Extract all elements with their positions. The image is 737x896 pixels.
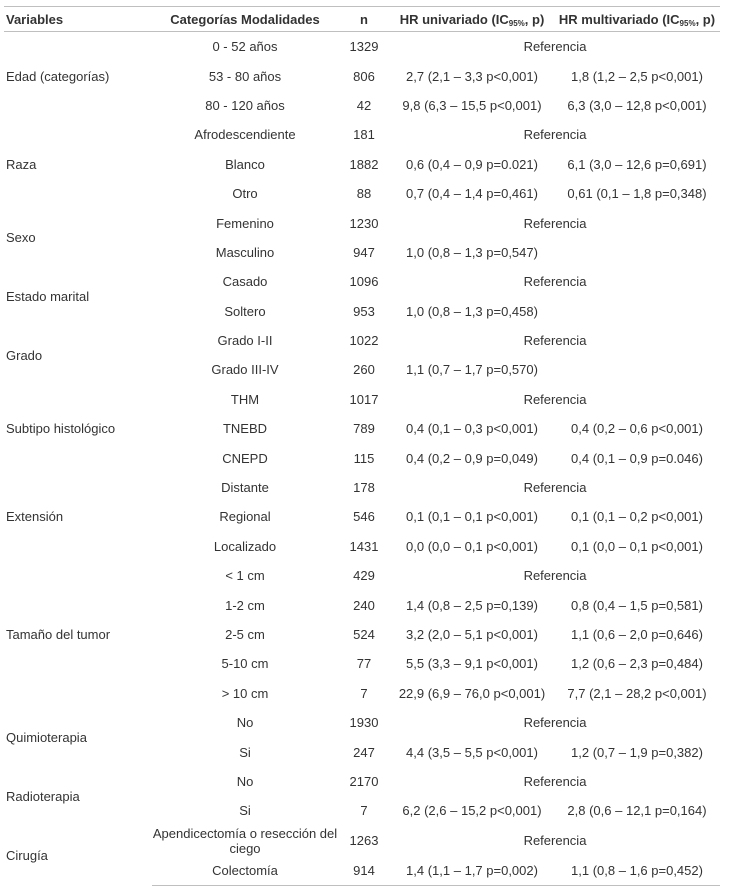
category-cell: CNEPD <box>222 450 268 466</box>
hr-univariado-cell: 5,5 (3,3 – 9,1 p<0,001) <box>406 656 538 672</box>
table-row <box>4 32 720 62</box>
category-cell: Localizado <box>213 538 277 554</box>
n-cell: 1263 <box>349 833 379 849</box>
hazard-ratio-table <box>4 6 720 886</box>
hr-univariado-cell: 1,1 (0,7 – 1,7 p=0,570) <box>406 362 538 378</box>
category-cell: 5-10 cm <box>221 656 269 672</box>
hr-multivariado-cell <box>554 355 720 384</box>
results-table-container <box>4 6 720 886</box>
header-hr-multi-suffix: , p) <box>695 11 716 27</box>
category-cell: Grado III-IV <box>211 362 279 378</box>
table-row <box>4 120 720 149</box>
hr-univariado-cell: 2,7 (2,1 – 3,3 p<0,001) <box>406 68 538 84</box>
hr-univariado-cell: 0,1 (0,1 – 0,1 p<0,001) <box>406 509 538 525</box>
hr-multivariado-cell: 0,61 (0,1 – 1,8 p=0,348) <box>567 186 707 202</box>
reference-cell: Referencia <box>523 333 587 349</box>
n-cell: 181 <box>353 127 375 143</box>
n-cell: 914 <box>338 856 390 886</box>
variable-name: Radioterapia <box>6 788 80 804</box>
reference-cell: Referencia <box>523 715 587 731</box>
variable-name: Grado <box>6 347 43 363</box>
category-cell: No <box>236 715 254 731</box>
n-cell: 546 <box>353 509 375 525</box>
header-hr-uni-prefix: HR univariado (IC <box>399 11 509 27</box>
reference-cell: Referencia <box>523 773 587 789</box>
reference-cell: Referencia <box>523 127 587 143</box>
category-cell: 80 - 120 años <box>205 97 285 113</box>
hr-univariado-cell: 0,4 (0,2 – 0,9 p=0,049) <box>406 450 538 466</box>
category-cell: No <box>236 773 254 789</box>
n-cell: 178 <box>353 480 375 496</box>
category-cell: Grado I-II <box>217 333 273 349</box>
hr-univariado-cell: 4,4 (3,5 – 5,5 p<0,001) <box>406 744 538 760</box>
hr-univariado-cell: 6,2 (2,6 – 15,2 p<0,001) <box>402 803 542 819</box>
table-row <box>4 473 720 502</box>
n-cell: 1022 <box>349 333 379 349</box>
category-cell: Si <box>239 744 251 760</box>
n-cell: 115 <box>353 450 375 466</box>
table-row <box>4 326 720 355</box>
variable-name: Cirugía <box>6 847 48 863</box>
reference-cell: Referencia <box>523 833 587 849</box>
hr-univariado-cell: 1,4 (0,8 – 2,5 p=0,139) <box>406 597 538 613</box>
variable-name: Tamaño del tumor <box>6 627 111 642</box>
header-categorias: Categorías Modalidades <box>152 7 338 32</box>
hr-univariado-cell: 0,0 (0,0 – 0,1 p<0,001) <box>406 538 538 554</box>
reference-cell: Referencia <box>523 215 587 231</box>
n-cell: 1329 <box>349 39 379 55</box>
category-cell: Distante <box>221 480 269 496</box>
hr-multivariado-cell: 1,2 (0,7 – 1,9 p=0,382) <box>571 744 703 760</box>
table-row <box>4 208 720 237</box>
hr-multivariado-cell: 0,4 (0,2 – 0,6 p<0,001) <box>571 421 703 437</box>
n-cell: 260 <box>353 362 375 378</box>
variable-name: Quimioterapia <box>6 729 87 745</box>
n-cell: 789 <box>353 421 375 437</box>
reference-cell: Referencia <box>523 391 587 407</box>
hr-multivariado-cell: 0,1 (0,1 – 0,2 p<0,001) <box>571 509 703 525</box>
hr-univariado-cell: 1,4 (1,1 – 1,7 p=0,002) <box>390 856 554 886</box>
category-cell: TNEBD <box>222 421 268 437</box>
hr-univariado-cell: 9,8 (6,3 – 15,5 p<0,001) <box>402 97 542 113</box>
hr-univariado-cell: 0,7 (0,4 – 1,4 p=0,461) <box>406 186 538 202</box>
category-cell: THM <box>230 391 260 407</box>
n-cell: 1431 <box>349 538 379 554</box>
reference-cell: Referencia <box>523 39 587 55</box>
n-cell: 947 <box>353 244 375 260</box>
hr-univariado-cell: 0,4 (0,1 – 0,3 p<0,001) <box>406 421 538 437</box>
header-variables: Variables <box>4 7 152 32</box>
hr-multivariado-cell: 1,8 (1,2 – 2,5 p<0,001) <box>571 68 703 84</box>
hr-multivariado-cell: 0,1 (0,0 – 0,1 p<0,001) <box>571 538 703 554</box>
n-cell: 1017 <box>349 391 379 407</box>
table-row <box>4 267 720 296</box>
table-row <box>4 561 720 590</box>
n-cell: 7 <box>360 803 368 819</box>
table-header <box>4 7 720 32</box>
reference-cell: Referencia <box>523 480 587 496</box>
n-cell: 1882 <box>349 156 379 172</box>
category-cell: 53 - 80 años <box>208 68 282 84</box>
hr-univariado-cell: 22,9 (6,9 – 76,0 p<0,001) <box>398 685 546 701</box>
variable-name: Raza <box>6 156 37 172</box>
category-cell: 0 - 52 años <box>212 39 278 55</box>
n-cell: 247 <box>353 744 375 760</box>
hr-multivariado-cell: 1,1 (0,8 – 1,6 p=0,452) <box>554 856 720 886</box>
category-cell: Colectomía <box>152 856 338 886</box>
category-cell: Blanco <box>225 156 265 172</box>
header-n: n <box>338 7 390 32</box>
hr-univariado-cell: 3,2 (2,0 – 5,1 p<0,001) <box>406 627 538 642</box>
category-cell: < 1 cm <box>225 568 265 584</box>
variable-name: Edad (categorías) <box>6 68 110 84</box>
n-cell: 42 <box>356 97 372 113</box>
n-cell: 953 <box>353 303 375 319</box>
table-row <box>4 826 720 856</box>
n-cell: 524 <box>353 627 375 642</box>
variable-name: Subtipo histológico <box>6 421 116 437</box>
hr-multivariado-cell: 2,8 (0,6 – 12,1 p=0,164) <box>567 803 707 819</box>
table-row <box>4 767 720 796</box>
reference-cell: Referencia <box>523 274 587 290</box>
hr-multivariado-cell: 1,1 (0,6 – 2,0 p=0,646) <box>571 627 703 642</box>
hr-multivariado-cell: 6,1 (3,0 – 12,6 p=0,691) <box>567 156 707 172</box>
category-cell: Regional <box>219 509 271 525</box>
category-cell: 2-5 cm <box>225 627 265 642</box>
hr-multivariado-cell: 7,7 (2,1 – 28,2 p<0,001) <box>567 685 707 701</box>
n-cell: 77 <box>356 656 372 672</box>
hr-multivariado-cell <box>554 238 720 267</box>
header-hr-multi-prefix: HR multivariado (IC <box>558 11 680 27</box>
category-cell: > 10 cm <box>221 685 269 701</box>
header-hr-univariado <box>390 7 554 32</box>
n-cell: 1230 <box>349 215 379 231</box>
table-body <box>4 32 720 886</box>
table-row <box>4 708 720 737</box>
n-cell: 2170 <box>349 773 379 789</box>
category-cell: Masculino <box>215 244 275 260</box>
hr-univariado-cell: 1,0 (0,8 – 1,3 p=0,458) <box>406 303 538 319</box>
variable-name: Extensión <box>6 509 64 525</box>
hr-multivariado-cell: 6,3 (3,0 – 12,8 p<0,001) <box>567 97 707 113</box>
n-cell: 240 <box>353 597 375 613</box>
n-cell: 1096 <box>349 274 379 290</box>
n-cell: 88 <box>356 186 372 202</box>
hr-multivariado-cell: 0,8 (0,4 – 1,5 p=0,581) <box>571 597 703 613</box>
hr-multivariado-cell: 1,2 (0,6 – 2,3 p=0,484) <box>571 656 703 672</box>
n-cell: 7 <box>360 685 368 701</box>
header-hr-uni-suffix: , p) <box>524 11 545 27</box>
variable-name: Sexo <box>6 230 36 246</box>
header-hr-uni-sub: 95% <box>508 18 525 28</box>
hr-univariado-cell: 0,6 (0,4 – 0,9 p=0.021) <box>406 156 538 172</box>
category-cell: Si <box>239 803 251 819</box>
category-cell: Casado <box>222 274 268 290</box>
n-cell: 429 <box>353 568 375 584</box>
header-hr-multi-sub: 95% <box>679 18 696 28</box>
hr-multivariado-cell: 0,4 (0,1 – 0,9 p=0.046) <box>571 450 703 466</box>
category-cell: Afrodescendiente <box>194 127 296 143</box>
variable-name: Estado marital <box>6 289 90 305</box>
category-cell: 1-2 cm <box>225 597 265 613</box>
category-cell: Otro <box>232 186 258 202</box>
n-cell: 806 <box>353 68 375 84</box>
reference-cell: Referencia <box>523 568 587 584</box>
header-hr-multivariado <box>554 7 720 32</box>
n-cell: 1930 <box>349 715 379 731</box>
category-cell: Soltero <box>224 303 266 319</box>
category-cell: Femenino <box>216 215 274 231</box>
table-row <box>4 385 720 414</box>
category-cell: Apendicectomía o resección del ciego <box>152 825 338 856</box>
hr-multivariado-cell <box>554 297 720 326</box>
hr-univariado-cell: 1,0 (0,8 – 1,3 p=0,547) <box>406 244 538 260</box>
